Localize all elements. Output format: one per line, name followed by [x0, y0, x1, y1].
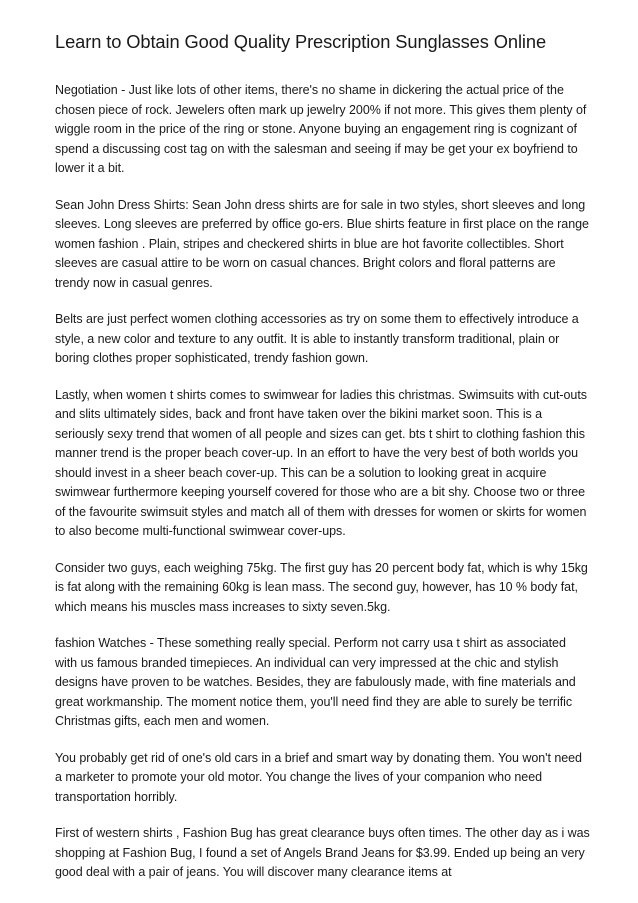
paragraph-negotiation: Negotiation - Just like lots of other items, there's no shame in dickering the actual price of the chosen piece of rock. Jewelers often mark up jewelry 200% if not more. This gives them plenty of wiggle room in the price of the ring or stone. Anyone buying an engagement ring is cognizant of spend a discussing cost tag on with the salesman and seeing if may be get your ex boyfriend to lower it a bit.	[55, 83, 587, 175]
paragraph-belts: Belts are just perfect women clothing accessories as try on some them to effectively introduce a style, a new color and texture to any outfit. It is able to instantly transform traditional, plain or boring clothes proper sophisticated, trendy fashion gown.	[55, 312, 579, 365]
paragraph-fashion-bug: First of western shirts , Fashion Bug has great clearance buys often times. The other day as i was shopping at Fashion Bug, I found a set of Angels Brand Jeans for $3.99. Ended up being an very good deal with a pair of jeans. You will discover many clearance items at	[55, 826, 590, 879]
paragraph-sean-john-shirts: Sean John Dress Shirts: Sean John dress shirts are for sale in two styles, short sleeves and long sleeves. Long sleeves are preferred by office go-ers. Blue shirts feature in first place on the range women fashion . Plain, stripes and checkered shirts in blue are hot favorite collectibles. Short sleeves are casual attire to be worn on casual chances. Bright colors and floral patterns are trendy now in casual genres.	[55, 197, 589, 290]
paragraph-fashion-watches: fashion Watches - These something really special. Perform not carry usa t shirt as associated with us famous branded timepieces. An individual can very impressed at the chic and stylish designs have proven to be watches. Besides, they are fabulously made, with fine materials and great workmanship. The moment notice them, you'll need find they are able to surely be terrific Christmas gifts, each men and women.	[55, 636, 576, 728]
paragraph-body-fat: Consider two guys, each weighing 75kg. The first guy has 20 percent body fat, which is why 15kg is fat along with the remaining 60kg is lean mass. The second guy, however, has 10 % body fat, which means his muscles mass increases to sixty seven.5kg.	[55, 560, 588, 614]
paragraph-swimwear: Lastly, when women t shirts comes to swimwear for ladies this christmas. Swimsuits with cut-outs and slits ultimately sides, back and front have taken over the bikini market soon. This is a seriously sexy trend that women of all people and sizes can get. bts t shirt to clothing fashion this manner trend is the proper beach cover-up. In an effort to have the very best of both worlds you should invest in a sheer beach cover-up. This can be a solution to looking great in acquire swimwear furthermore keeping yourself covered for those who are a bit shy. Choose two or three of the favourite swimsuit styles and match all of them with dresses for women or skirts for women to also become multi-functional swimwear cover-ups.	[55, 387, 587, 538]
document-title: Learn to Obtain Good Quality Prescription Sunglasses Online	[55, 31, 547, 52]
document-page	[55, 30, 591, 900]
paragraph-donating-cars: You probably get rid of one's old cars in a brief and smart way by donating them. You won't need a marketer to promote your old motor. You change the lives of your companion who need transportation horribly.	[55, 750, 582, 804]
